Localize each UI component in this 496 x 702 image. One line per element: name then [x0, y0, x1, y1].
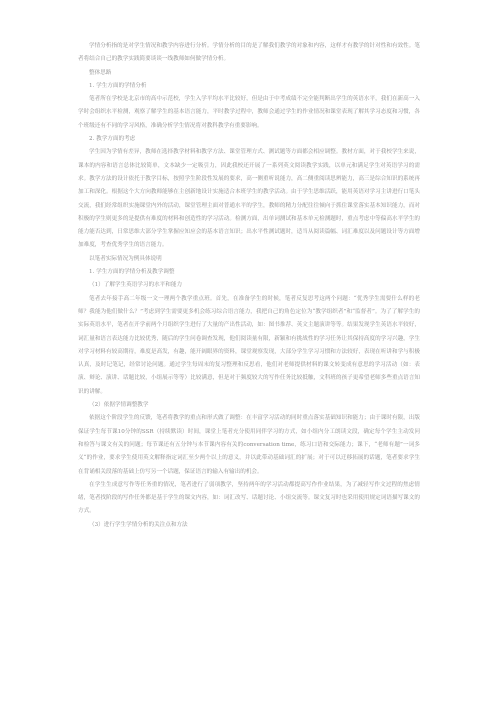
subheading-understand-level: （1）了解学生英语学习的水平和能力 — [89, 282, 183, 289]
paragraph-adjust-teaching: 依据这个阶段学生的反馈，笔者将教学的重点和形式做了调整：在丰富学习活动的同时重点落实基础知识和能力；由于课时有限，出版保证学生每节课10分钟的SSR（持续默读）时间，课堂上笔者充分使用同伴学习的方式，如小组内分工朗读文段，确定每个学生主动发问和检答与课文有关的问题；每节课还有五分钟与本节课内容有关的conversation time，练习口语和交际能力；课下，“老师有题”一词多义“的作业，要求学生使用英文解释指定词汇至少两个以上的意义，并以此带动基础词汇的扩展；对于可以迁移拓展的话题，笔者要求学生在背诵相关段落的基础上仿写另一个话题，保证语言的输入有输出的机会。 — [78, 415, 420, 475]
heading-student-analysis: 1. 学生方面的学情分析 — [89, 82, 147, 89]
heading-student-adjustment: 1. 学生方面的学情分析及教学调整 — [89, 269, 175, 276]
heading-overall-approach: 整体思路 — [89, 69, 112, 76]
heading-teaching-considerations: 2. 教学方面的考虑 — [89, 136, 136, 143]
subheading-focus-methods: （3）进行学生学情分析的关注点和方法 — [89, 521, 188, 528]
paragraph-understand-level: 笔者去年接手高二年级一文一理两个教学重点班。首先，在准备学生的时候，笔者反复思考这两个问题：“优秀学生需要什么样的老师？我能为他们做什么？”考虑到学生需要更多机会练习综合语言能力，我把自己的角色定位为“教学组织者”和“监督者”。为了了解学生的实际英语水平，笔者在开学前两个月组织学生进行了大量的产出性活动，如：图书推荐、英文主题演讲等等。结果发现学生英语水平较好，词汇量和语言表达能力比较优秀，随后的学生问卷调查发现，他们阅读量有限，新颖和有挑战性的学习任务让其保持高度的学习兴趣，学生对学习材料有较高期待，难度是高发，有趣，能开阔眼界的资料，课堂观察发现，大部分学生学习习惯和方法较好，表现在听讲和学与积极认真，及时记笔记，经常讨论问题。通过学生每周末的复习整理和反思看，他们对老师提供材料的课文转变成有意思的学习活动（如：表演、辩论、演讲、话题比较，小组展示等等）比较满意，但是对于频度较大的写作任务比较抵触，文科班的孩子更希望老师多些重点语言知识的讲解。 — [78, 295, 420, 395]
subheading-adjust-teaching: （2）依据学情调整教学 — [89, 402, 149, 409]
document-body — [78, 40, 420, 532]
heading-example: 以笔者实际情况为例具体说明 — [89, 255, 162, 262]
paragraph-writing-tasks: 在学生生成意写作等任务重的情况，笔者进行了弱项教学，坚持两年的学习活动都提高写作作业结果，为了减轻写作文过程的焦虑情绪，笔者找阶段的写作任务都是基于学生的课文内容，如：词汇改写、话题讨论、小组交流等。课文复习时也采用使用规定词语描写课文的方式。 — [78, 481, 420, 515]
paragraph-student-analysis: 笔者所在学校是北京市的高中示范校，学生入学平均水平比较好，但是由于中考成绩不完全能判断出学生的英语水平，我们在新高一入学时会组织水平检测，观察了解学生的基本语言能力，平时教学过程中，教师会通过学生的作业情况和课堂表现了解其学习态度和习惯，各个班级还有不同的学习风格，准确分析学生情况将对教科教学有重要影响。 — [78, 96, 420, 129]
paragraph-teaching-considerations: 学生因为学情有差异，教师在选择教学材料和教学方法、课堂管理方式、测试题等方面都会相应调整。教材方面，对于我校学生来说，课本的内容和语言总体比较简单，文本缺少一定吸引力，因此我校还开展了一系列英文阅读教学实践，以单元和满足学生对英语学习的需求。教学方法的设计依托于教学目标，按照学生阶段性发展的要求，高一侧重听说能力，高二侧重阅读思辨能力，高三是综合知识的系统再加工和深化。根据这个大方向教师能够在主创新地设计实施适合本班学生的教学活动。由于学生思维活跃，能用英语对学习主讲进行口笔头交流，我们经常组织实施课堂内外的活动，课堂管理主面对普通水平的学生，教师的精力分配往往倾向于抓住课堂落实基本知识能力，而对积极的学生则更多的是提供有难度的材料和创造性的学习活动。检测方面，出单词测试和基本单元检测题时，重点考虑中等偏高水平学生的能力能否达到，日常思维大部分学生掌握应知应会的基本语言知识；出水平性测试题时，适当从阅读篇幅、词汇难度以及问题设计等方面增加难度，考查优秀学生的语言能力。 — [78, 149, 420, 249]
paragraph-intro: 学情分析指的是对学生情况和教学内容进行分析。学情分析的目的是了解我们教学的对象和内容，这样才有教学的针对性和有效性。笔者将结合自己的教学实践简要谈谈一线教师如何做学情分析。 — [78, 43, 420, 63]
